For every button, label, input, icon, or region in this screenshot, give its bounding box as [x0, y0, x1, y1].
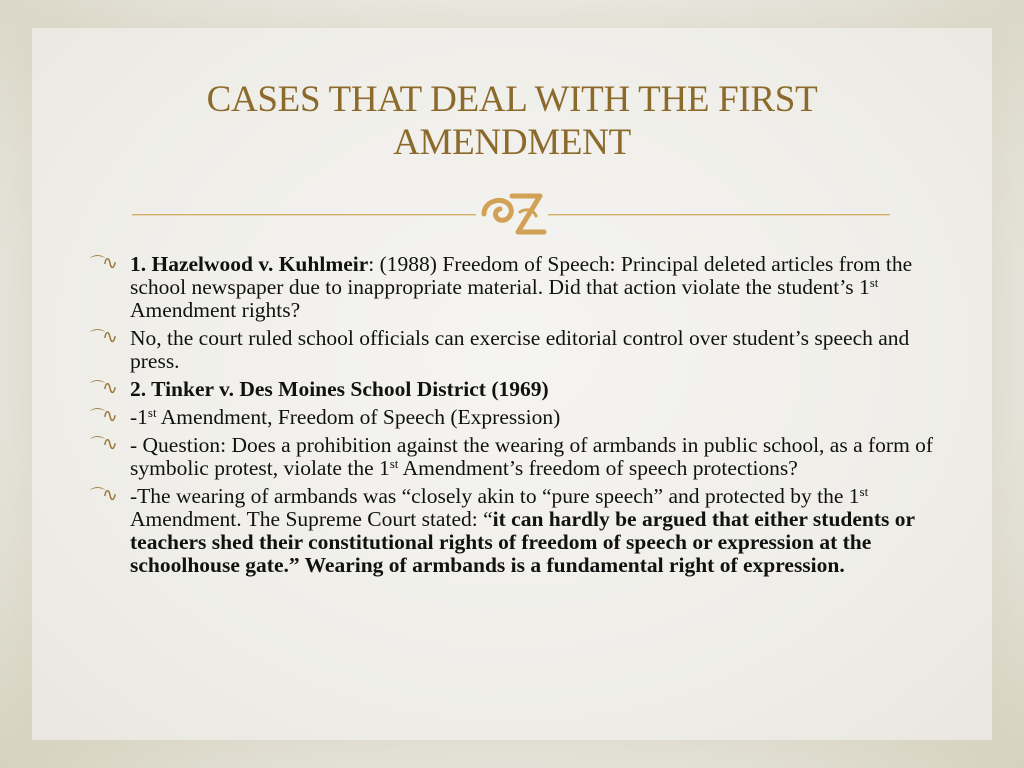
case-name: 1. Hazelwood v. Kuhlmeir	[130, 252, 369, 276]
title-divider-left	[132, 214, 476, 215]
title-divider-right	[548, 214, 890, 215]
slide-title-line-1: CASES THAT DEAL WITH THE FIRST	[206, 79, 818, 120]
bullet-item-tinker-question: ⌒ ∿ - Question: Does a prohibition against the wearing of armbands in public school, as a form of symbolic protest, violate the 1st Amendment’s freedom of speech protections?	[90, 433, 934, 480]
bullet-icon: ⌒ ∿	[90, 485, 118, 506]
flourish-ornament-icon	[474, 188, 550, 240]
bullet-icon: ⌒ ∿	[90, 434, 118, 455]
bullet-list	[88, 253, 938, 577]
bullet-item-tinker-amendment: ⌒ ∿ -1st Amendment, Freedom of Speech (Expression)	[90, 405, 561, 429]
slide-title-line-2: AMENDMENT	[393, 122, 631, 163]
bullet-icon: ⌒ ∿	[90, 378, 118, 399]
slide-body	[88, 253, 938, 582]
bullet-item-tinker	[88, 378, 938, 401]
flourish-ornament-svg	[474, 188, 550, 240]
bullet-item-hazelwood: ⌒ ∿ 1. Hazelwood v. Kuhlmeir: (1988) Freedom of Speech: Principal deleted articles from the school newspaper due to inappropriate material. Did that action violate the student’s 1st Amendment rights?	[90, 252, 913, 322]
bullet-item-tinker-ruling: ⌒ ∿ -The wearing of armbands was “closely akin to “pure speech” and protected by the 1st Amendment. The Supreme Court stated: “it can hardly be argued that either students or teachers shed their constitutional rights of freedom of speech or expression at the schoolhouse gate.” Wearing of armbands is a fundamental right of expression.	[90, 484, 915, 577]
bullet-icon: ⌒ ∿	[90, 327, 118, 348]
bullet-icon: ⌒ ∿	[90, 406, 118, 427]
slide-title	[120, 78, 904, 164]
case-name: 2. Tinker v. Des Moines School District (1969)	[130, 377, 549, 401]
bullet-item-hazelwood-ruling: ⌒ ∿ No, the court ruled school officials can exercise editorial control over student’s speech and press.	[90, 326, 910, 373]
bullet-icon: ⌒ ∿	[90, 253, 118, 274]
court-quote: it can hardly be argued that either students or teachers shed their constitutional rights of freedom of speech or expression at the schoolhouse gate.” Wearing of armbands is a fundamental right of expression.	[130, 507, 915, 577]
